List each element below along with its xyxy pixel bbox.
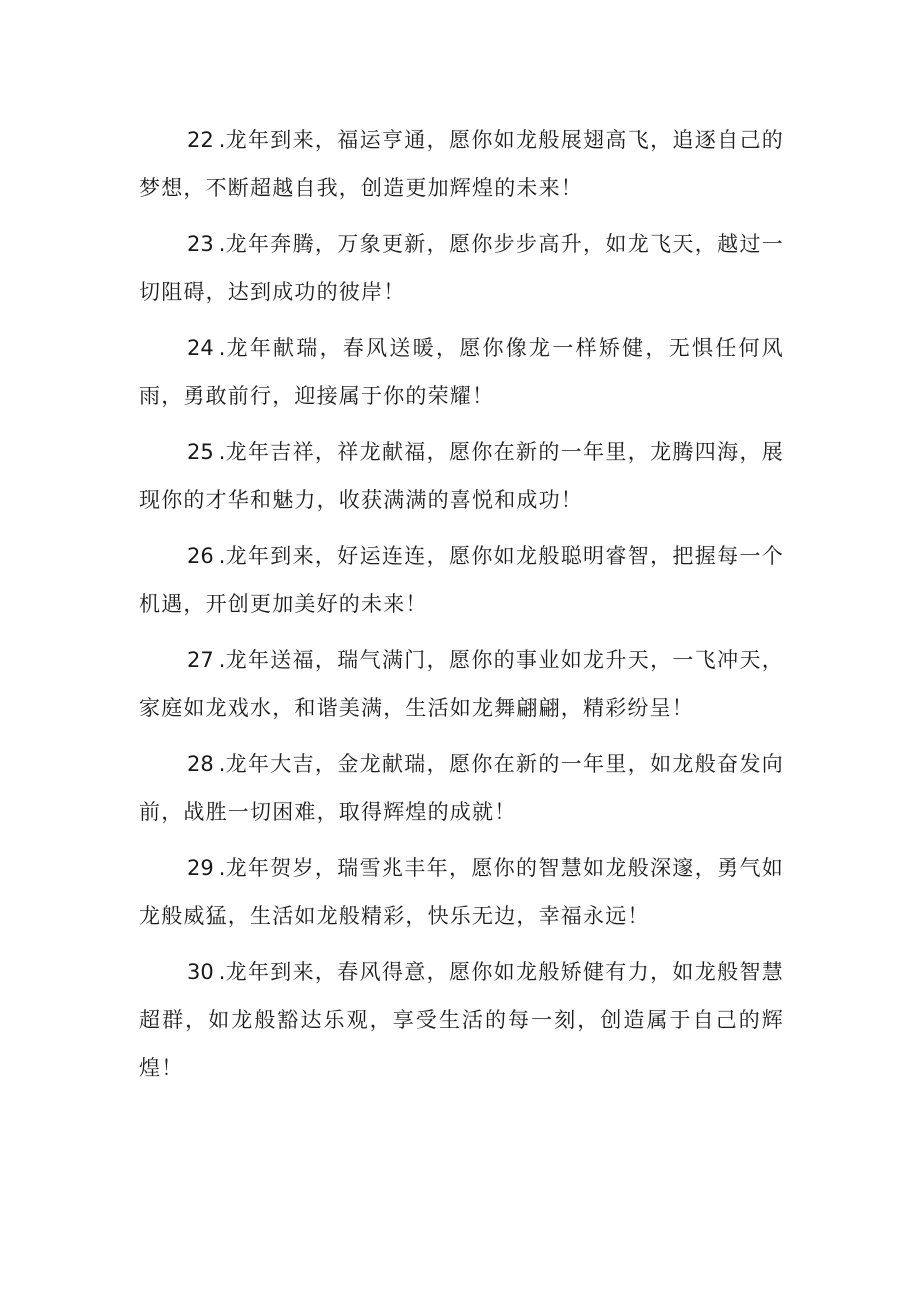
item-number: 29 — [187, 856, 214, 880]
item-text: 龙年贺岁，瑞雪兆丰年，愿你的智慧如龙般深邃，勇气如龙般威猛，生活如龙般精彩，快乐无边，幸福永远！ — [139, 856, 784, 928]
list-item: 22 .龙年到来，福运亨通，愿你如龙般展翅高飞，追逐自己的梦想，不断超越自我，创造更加辉煌的未来！ — [139, 128, 784, 200]
item-number: 27 — [187, 648, 214, 672]
item-text: 龙年吉祥，祥龙献福，愿你在新的一年里，龙腾四海，展现你的才华和魅力，收获满满的喜悦和成功！ — [139, 440, 784, 512]
item-text: 龙年奔腾，万象更新，愿你步步高升，如龙飞天，越过一切阻碍，达到成功的彼岸！ — [139, 232, 784, 304]
item-number: 23 — [187, 232, 214, 256]
list-item: 24 .龙年献瑞，春风送暖，愿你像龙一样矫健，无惧任何风雨，勇敢前行，迎接属于你的荣耀！ — [139, 336, 784, 408]
list-item: 27 .龙年送福，瑞气满门，愿你的事业如龙升天，一飞冲天，家庭如龙戏水，和谐美满，生活如龙舞翩翩，精彩纷呈！ — [139, 648, 784, 720]
list-item: 25 .龙年吉祥，祥龙献福，愿你在新的一年里，龙腾四海，展现你的才华和魅力，收获满满的喜悦和成功！ — [139, 440, 784, 512]
item-number: 25 — [187, 440, 214, 464]
item-text: 龙年献瑞，春风送暖，愿你像龙一样矫健，无惧任何风雨，勇敢前行，迎接属于你的荣耀！ — [139, 336, 784, 408]
list-item: 28 .龙年大吉，金龙献瑞，愿你在新的一年里，如龙般奋发向前，战胜一切困难，取得辉煌的成就！ — [139, 752, 784, 824]
item-number: 30 — [187, 960, 214, 984]
list-item: 30 .龙年到来，春风得意，愿你如龙般矫健有力，如龙般智慧超群，如龙般豁达乐观，享受生活的每一刻，创造属于自己的辉煌！ — [139, 960, 784, 1080]
item-text: 龙年到来，好运连连，愿你如龙般聪明睿智，把握每一个机遇，开创更加美好的未来！ — [139, 544, 784, 616]
list-item: 23 .龙年奔腾，万象更新，愿你步步高升，如龙飞天，越过一切阻碍，达到成功的彼岸！ — [139, 232, 784, 304]
item-text: 龙年大吉，金龙献瑞，愿你在新的一年里，如龙般奋发向前，战胜一切困难，取得辉煌的成就！ — [139, 752, 784, 824]
greetings-list — [139, 116, 784, 1100]
item-text: 龙年到来，福运亨通，愿你如龙般展翅高飞，追逐自己的梦想，不断超越自我，创造更加辉煌的未来！ — [139, 128, 784, 200]
item-number: 22 — [187, 128, 214, 152]
item-text: 龙年送福，瑞气满门，愿你的事业如龙升天，一飞冲天，家庭如龙戏水，和谐美满，生活如龙舞翩翩，精彩纷呈！ — [139, 648, 784, 720]
list-item: 26 .龙年到来，好运连连，愿你如龙般聪明睿智，把握每一个机遇，开创更加美好的未来！ — [139, 544, 784, 616]
item-number: 24 — [187, 336, 214, 360]
item-text: 龙年到来，春风得意，愿你如龙般矫健有力，如龙般智慧超群，如龙般豁达乐观，享受生活的每一刻，创造属于自己的辉煌！ — [139, 960, 784, 1080]
item-number: 26 — [187, 544, 214, 568]
item-number: 28 — [187, 752, 214, 776]
list-item: 29 .龙年贺岁，瑞雪兆丰年，愿你的智慧如龙般深邃，勇气如龙般威猛，生活如龙般精彩，快乐无边，幸福永远！ — [139, 856, 784, 928]
